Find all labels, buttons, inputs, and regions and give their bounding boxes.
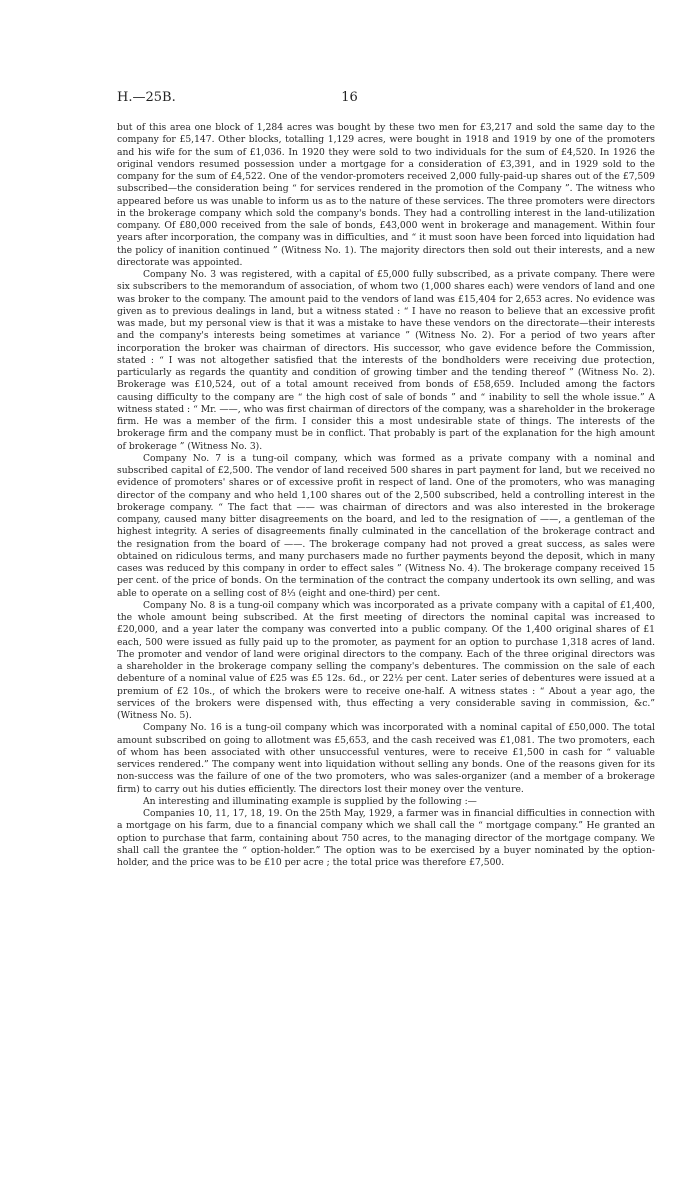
paragraph-example-intro: An interesting and illuminating example is supplied by the following :— [143, 795, 477, 807]
paragraph-company-8: Company No. 8 is a tung-oil company which was incorporated as a private company with a capital of £1,400, the whole amount being subscribed. At the first meeting of directors the nominal capital was increased to £20,000, and a year later the company was converted into a public company. Of the 1,400 original shares of £1 each, 500 were issued as fully paid up to the promoter, as payment for an option to purchase 1,318 acres of land. The promoter and vendor of land were original directors to the company. Each of the three original directors was a shareholder in the brokerage company selling the company's debentures. The commission on the sale of each debenture of a nominal value of £25 was £5 12s. 6d., or 22½ per cent. Later series of debentures were issued at a premium of £2 10s., of which the brokers were to receive one-half. A witness states : “ About a year ago, the services of the brokers were dispensed with, thus effecting a very considerable saving in commission, &c.” (Witness No. 5). [117, 599, 655, 721]
paragraph-company-16: Company No. 16 is a tung-oil company which was incorporated with a nominal capital of £50,000. The total amount subscribed on going to allotment was £5,653, and the cash received was £1,081. The two promoters, each of whom has been associated with other unsuccessful ventures, were to receive £1,500 in cash for “ valuable services rendered.” The company went into liquidation without selling any bonds. One of the reasons given for its non-success was the failure of one of the two promoters, who was sales-organizer (and a member of a brokerage firm) to carry out his duties efficiently. The directors lost their money over the venture. [117, 722, 655, 795]
document-reference: H.—25B. [117, 90, 176, 105]
page-number: 16 [341, 90, 358, 105]
page-header [117, 90, 582, 110]
paragraph-continuation: but of this area one block of 1,284 acres was bought by these two men for £3,217 and sold the same day to the company for £5,147. Other blocks, totalling 1,129 acres, were bought in 1918 and 1919 by one of the promoters and his wife for the sum of £1,036. In 1920 they were sold to two individuals for the sum of £4,520. In 1926 the original vendors resumed possession under a mortgage for a consideration of £3,391, and in 1929 sold to the company for the sum of £4,522. One of the vendor-promoters received 2,000 fully-paid-up shares out of the £7,509 subscribed—the consideration being “ for services rendered in the promotion of the Company ”. The witness who appeared before us was unable to inform us as to the nature of these services. The three promoters were directors in the brokerage company which sold the company's bonds. They had a controlling interest in the land-utilization company. Of £80,000 received from the sale of bonds, £43,000 went in brokerage and management. Within four years after incorporation, the company was in difficulties, and “ it must soon have been forced into liquidation had the policy of inanition continued ” (Witness No. 1). The majority directors then sold out their interests, and a new directorate was appointed. [117, 122, 655, 268]
paragraph-company-3: Company No. 3 was registered, with a capital of £5,000 fully subscribed, as a private company. There were six subscribers to the memorandum of association, of whom two (1,000 shares each) were vendors of land and one was broker to the company. The amount paid to the vendors of land was £15,404 for 2,653 acres. No evidence was given as to previous dealings in land, but a witness stated : “ I have no reason to believe that an excessive profit was made, but my personal view is that it was a mistake to have these vendors on the directorate—their interests and the company's interests being sometimes at variance ” (Witness No. 2). For a period of two years after incorporation the broker was chairman of directors. His successor, who gave evidence before the Commission, stated : “ I was not altogether satisfied that the interests of the bondholders were receiving due protection, particularly as regards the quantity and condition of growing timber and the tending thereof ” (Witness No. 2). Brokerage was £10,524, out of a total amount received from bonds of £58,659. Included among the factors causing difficulty to the company are “ the high cost of sale of bonds ” and “ inability to sell the whole issue.” A witness stated : “ Mr. ——, who was first chairman of directors of the company, was a shareholder in the brokerage firm. He was a member of the firm. I consider this a most undesirable state of things. The interests of the brokerage firm and the company must be in conflict. That probably is part of the explanation for the high amount of brokerage ” (Witness No. 3). [117, 269, 655, 452]
paragraph-companies-10-19: Companies 10, 11, 17, 18, 19. On the 25th May, 1929, a farmer was in financial difficulties in connection with a mortgage on his farm, due to a financial company which we shall call the “ mortgage company.” He granted an option to purchase that farm, containing about 750 acres, to the managing director of the mortgage company. We shall call the grantee the “ option-holder.” The option was to be exercised by a buyer nominated by the option-holder, and the price was to be £10 per acre ; the total price was therefore £7,500. [117, 808, 655, 868]
paragraph-company-7: Company No. 7 is a tung-oil company, which was formed as a private company with a nominal and subscribed capital of £2,500. The vendor of land received 500 shares in part payment for land, but we received no evidence of promoters' shares or of excessive profit in respect of land. One of the promoters, who was managing director of the company and who held 1,100 shares out of the 2,500 subscribed, held a controlling interest in the brokerage company. “ The fact that —— was chairman of directors and was also interested in the brokerage company, caused many bitter disagreements on the board, and led to the resignation of ——, a gentleman of the highest integrity. A series of disagreements finally culminated in the cancellation of the brokerage contract and the resignation from the board of ——. The brokerage company had not proved a great success, as sales were obtained on ridiculous terms, and many purchasers made no further payments beyond the deposit, which in many cases was reduced by this company in order to effect sales ” (Witness No. 4). The brokerage company received 15 per cent. of the price of bonds. On the termination of the contract the company undertook its own selling, and was able to operate on a selling cost of 8⅓ (eight and one-third) per cent. [117, 452, 655, 599]
document-body [117, 122, 655, 869]
